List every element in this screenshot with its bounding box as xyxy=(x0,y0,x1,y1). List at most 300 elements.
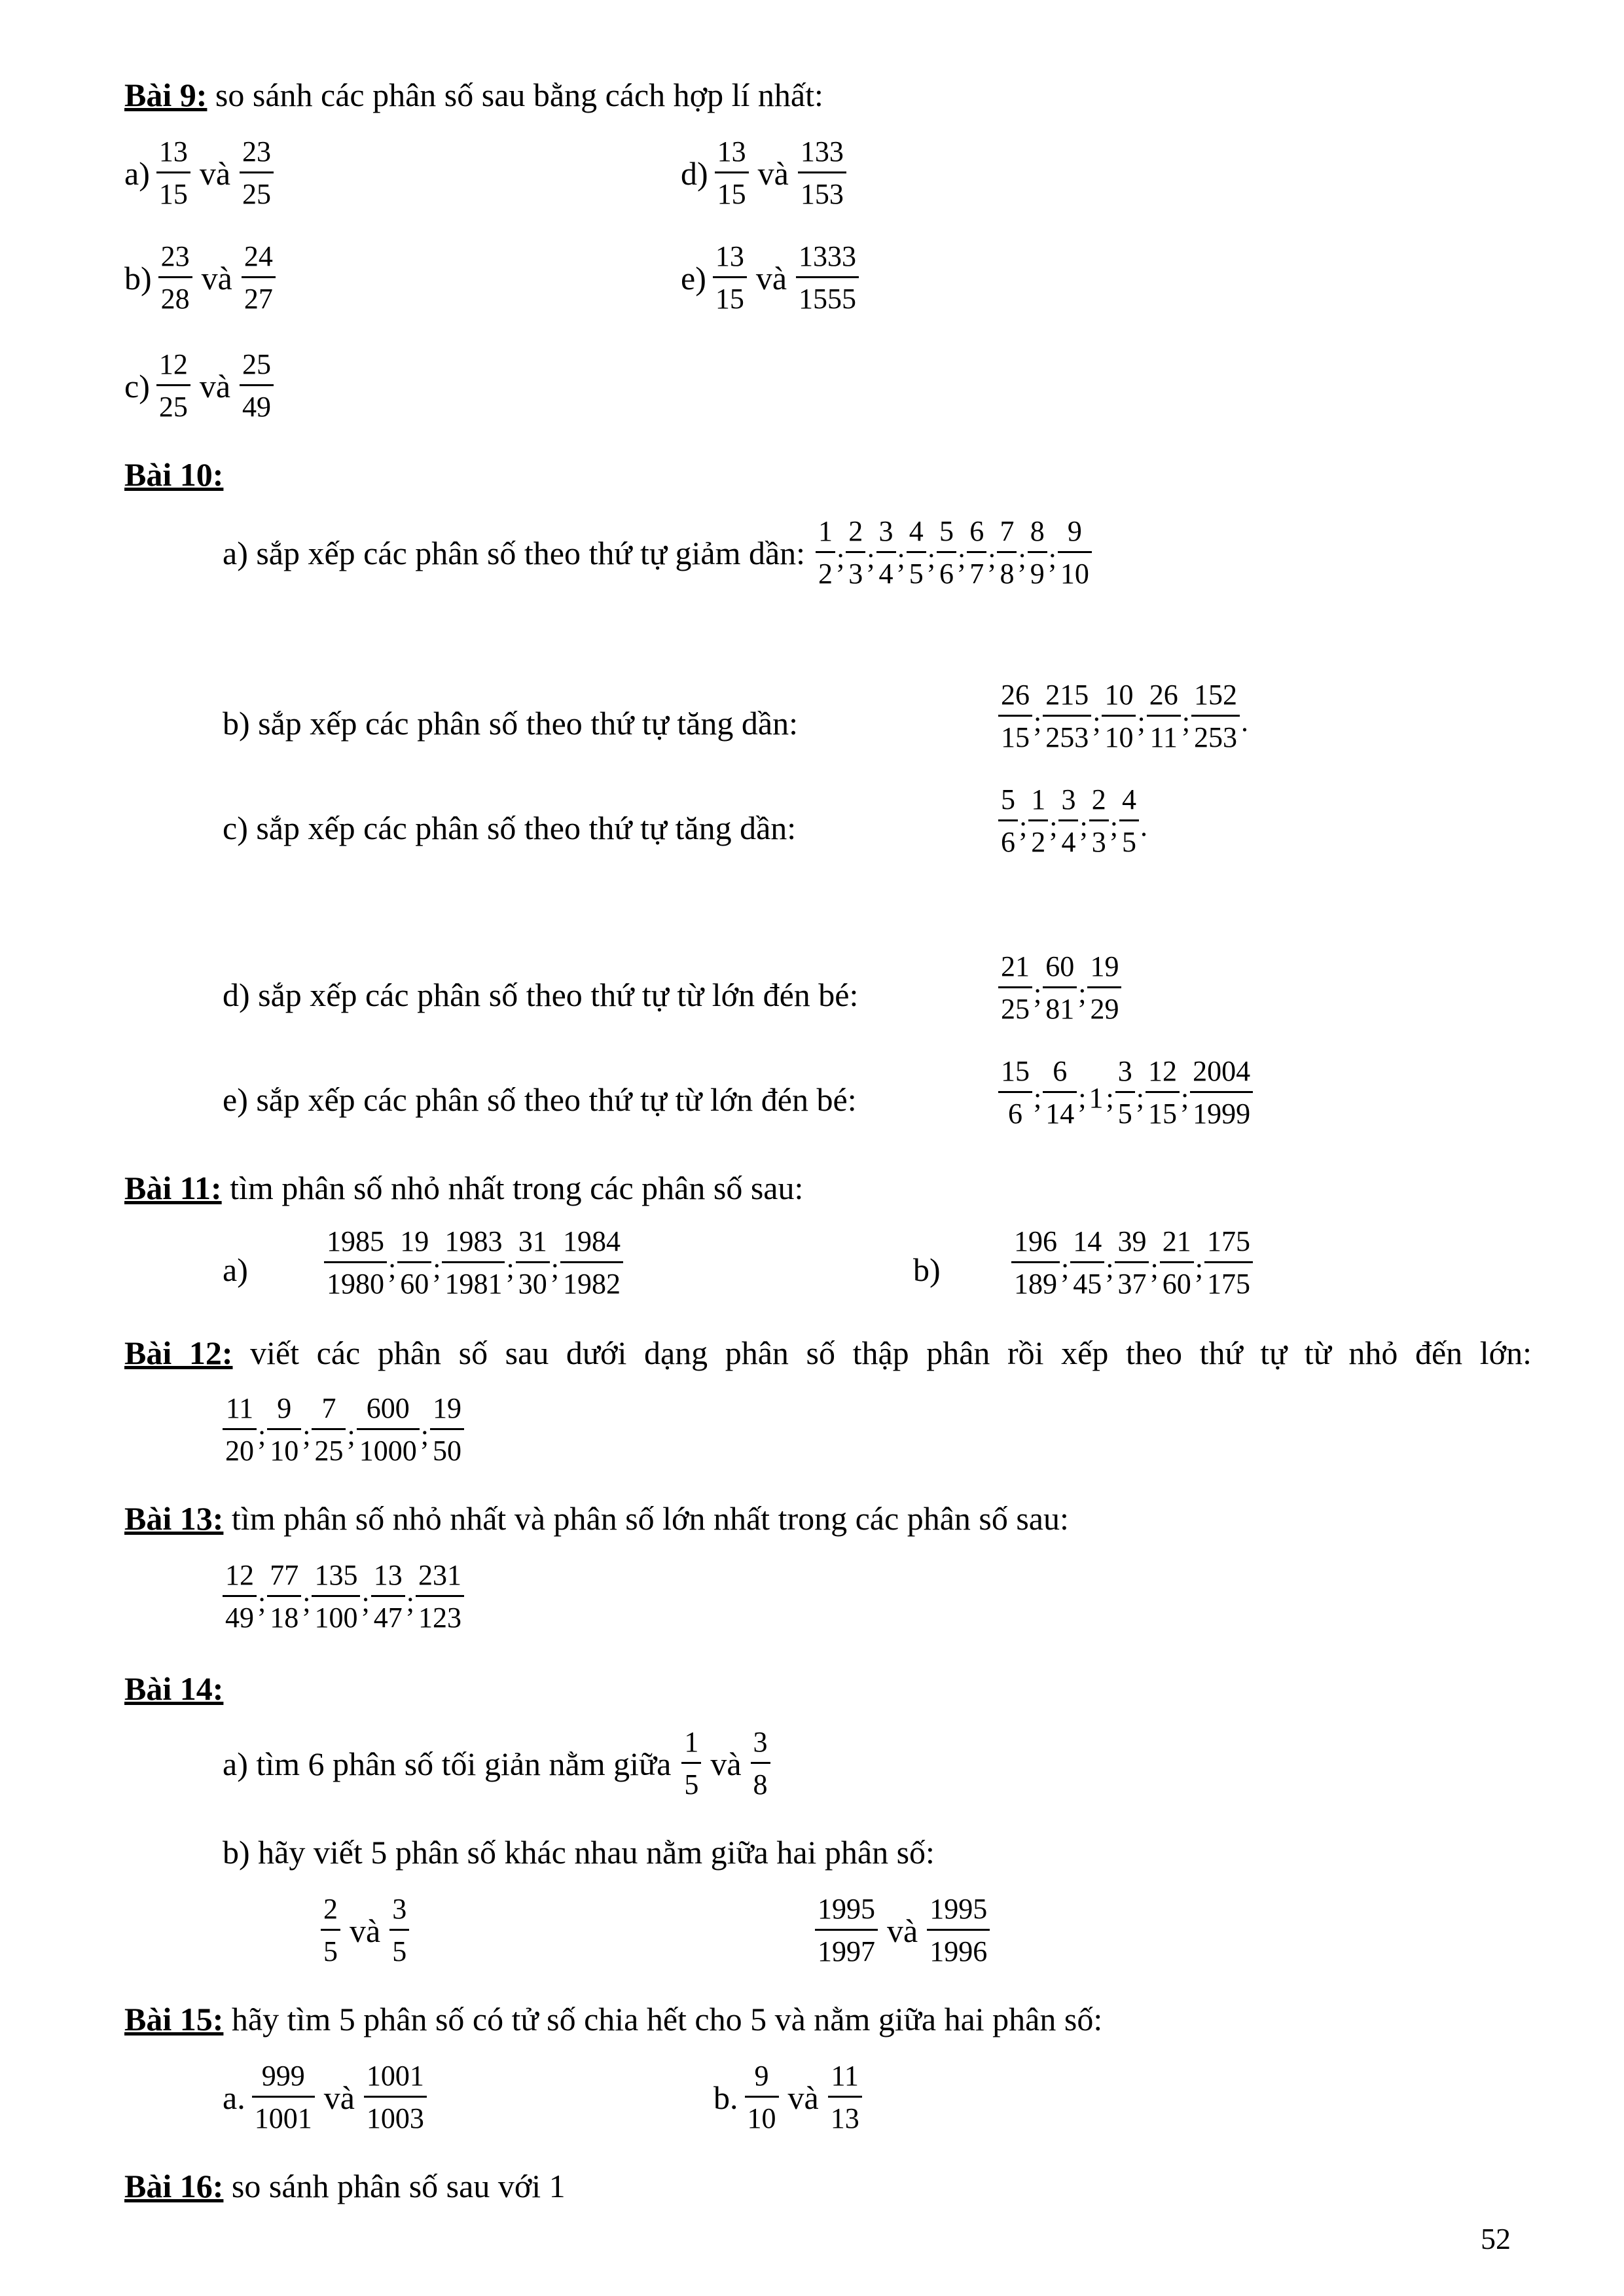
denominator: 60 xyxy=(1162,1268,1191,1300)
fraction xyxy=(907,517,926,588)
denominator: 8 xyxy=(1000,558,1015,590)
numerator: 13 xyxy=(371,1561,405,1597)
fraction xyxy=(312,1561,360,1632)
bai-16-title: Bài 16: xyxy=(124,2168,224,2204)
fraction xyxy=(816,517,835,588)
numerator: 13 xyxy=(715,137,749,173)
denominator: 1981 xyxy=(444,1268,503,1300)
bai-12-title: Bài 12: xyxy=(124,1335,233,1371)
bai-14-b-pair-2 xyxy=(815,1895,990,1966)
separator: ; xyxy=(302,1585,311,1618)
denominator: 25 xyxy=(314,1435,344,1467)
denominator: 3 xyxy=(1091,826,1106,858)
fraction xyxy=(364,2062,427,2133)
separator: ; xyxy=(258,1585,266,1618)
fraction xyxy=(1043,681,1091,752)
separator: ; xyxy=(988,541,996,574)
bai-9-title: Bài 9: xyxy=(124,77,208,113)
bai-15-text: hãy tìm 5 phân số có tử số chia hết cho 5 và nằm giữa hai phân số: xyxy=(231,2001,1103,2037)
denominator: 6 xyxy=(1001,826,1015,858)
fraction xyxy=(1146,1057,1180,1128)
bai-11-a-fractions xyxy=(324,1227,623,1299)
conjunction-va: và xyxy=(199,154,231,192)
numerator: 77 xyxy=(267,1561,301,1597)
fraction xyxy=(1043,952,1077,1024)
numerator: 1 xyxy=(1028,785,1048,821)
fraction xyxy=(240,350,274,422)
numerator: 231 xyxy=(416,1561,464,1597)
numerator: 1984 xyxy=(560,1227,623,1263)
numerator: 8 xyxy=(1028,517,1047,553)
denominator: 189 xyxy=(1014,1268,1057,1300)
fraction xyxy=(252,2062,315,2133)
separator: ; xyxy=(1110,810,1118,842)
fraction xyxy=(997,517,1017,588)
denominator: 20 xyxy=(225,1435,254,1467)
denominator: 15 xyxy=(1147,1098,1177,1130)
denominator: 5 xyxy=(909,558,924,590)
fraction xyxy=(430,1394,464,1465)
denominator: 15 xyxy=(158,178,188,210)
numerator: 3 xyxy=(751,1728,770,1764)
numerator: 196 xyxy=(1011,1227,1060,1263)
numerator: 4 xyxy=(1119,785,1139,821)
bai-11-title: Bài 11: xyxy=(124,1170,222,1206)
bai-10-b-text: b) sắp xếp các phân số theo thứ tự tăng dần: xyxy=(223,705,798,742)
numerator: 7 xyxy=(997,517,1017,553)
denominator: 1982 xyxy=(562,1268,621,1300)
end-mark: . xyxy=(1140,810,1147,842)
numerator: 1995 xyxy=(927,1895,990,1931)
conjunction-va: và xyxy=(757,154,789,192)
bai-11-text: tìm phân số nhỏ nhất trong các phân số sau: xyxy=(230,1170,804,1206)
numerator: 2 xyxy=(321,1895,340,1931)
denominator: 1003 xyxy=(366,2102,424,2134)
denominator: 5 xyxy=(392,1935,407,1967)
denominator: 18 xyxy=(270,1602,299,1634)
numerator: 12 xyxy=(223,1561,257,1597)
bai-11-a-label: a) xyxy=(223,1251,248,1288)
fraction xyxy=(751,1728,770,1799)
fraction xyxy=(1058,517,1092,588)
denominator: 1001 xyxy=(254,2102,312,2134)
fraction xyxy=(1011,1227,1060,1299)
separator: ; xyxy=(1182,705,1190,738)
numerator: 999 xyxy=(252,2062,315,2098)
fraction xyxy=(967,517,986,588)
conjunction-va: và xyxy=(199,367,231,404)
numerator: 19 xyxy=(397,1227,431,1263)
conjunction-va: và xyxy=(323,2079,355,2116)
separator: ; xyxy=(1150,1251,1159,1284)
numerator: 1 xyxy=(816,517,835,553)
denominator: 1999 xyxy=(1193,1098,1251,1130)
fraction xyxy=(223,1561,257,1632)
conjunction-va: và xyxy=(350,1912,381,1949)
fraction xyxy=(1087,952,1121,1024)
bai-14-b-text: b) hãy viết 5 phân số khác nhau nằm giữa hai phân số: xyxy=(223,1834,935,1871)
separator: ; xyxy=(867,541,875,574)
bai-9-item xyxy=(124,350,274,422)
fraction xyxy=(321,1895,340,1966)
numerator: 26 xyxy=(1147,681,1181,717)
bai-9-item xyxy=(681,137,846,209)
fraction xyxy=(815,1895,878,1966)
separator: ; xyxy=(1078,977,1087,1009)
fraction xyxy=(156,137,190,209)
denominator: 153 xyxy=(800,178,844,210)
separator: ; xyxy=(347,1418,355,1451)
denominator: 5 xyxy=(1121,826,1136,858)
denominator: 1000 xyxy=(359,1435,417,1467)
denominator: 81 xyxy=(1045,993,1075,1025)
bai-11-b-fractions xyxy=(1011,1227,1253,1299)
separator: ; xyxy=(897,541,905,574)
numerator: 6 xyxy=(1043,1057,1077,1093)
numerator: 1983 xyxy=(442,1227,505,1263)
separator: ; xyxy=(1180,1081,1189,1114)
fraction xyxy=(1058,785,1078,857)
numerator: 2 xyxy=(1089,785,1109,821)
denominator: 11 xyxy=(1149,721,1178,753)
numerator: 5 xyxy=(998,785,1018,821)
bai-10-a xyxy=(223,517,1092,588)
fraction xyxy=(998,785,1018,857)
separator: ; xyxy=(550,1251,559,1284)
bai-9-item xyxy=(124,137,274,209)
denominator: 2 xyxy=(818,558,833,590)
fraction xyxy=(158,242,192,314)
bai-10-c-text: c) sắp xếp các phân số theo thứ tự tăng dần: xyxy=(223,810,797,846)
fraction xyxy=(389,1895,409,1966)
fraction xyxy=(1119,785,1139,857)
denominator: 253 xyxy=(1045,721,1089,753)
denominator: 253 xyxy=(1193,721,1237,753)
numerator: 1995 xyxy=(815,1895,878,1931)
bai-13-fractions xyxy=(223,1561,464,1632)
fraction xyxy=(1115,1057,1135,1128)
numerator: 3 xyxy=(876,517,896,553)
numerator: 12 xyxy=(156,350,190,386)
numerator: 2 xyxy=(846,517,865,553)
denominator: 8 xyxy=(753,1768,768,1801)
item-label: a) xyxy=(124,154,150,192)
denominator: 5 xyxy=(323,1935,338,1967)
numerator: 2004 xyxy=(1190,1057,1253,1093)
numerator: 10 xyxy=(1102,681,1136,717)
fraction xyxy=(1028,785,1048,857)
separator: ; xyxy=(1137,705,1146,738)
fraction xyxy=(876,517,896,588)
separator: ; xyxy=(406,1585,414,1618)
separator: ; xyxy=(1034,705,1042,738)
separator: ; xyxy=(1034,977,1042,1009)
denominator: 15 xyxy=(1001,721,1030,753)
denominator: 1980 xyxy=(327,1268,384,1300)
fraction xyxy=(1102,681,1136,752)
separator: ; xyxy=(433,1251,441,1284)
denominator: 13 xyxy=(830,2102,859,2134)
separator: ; xyxy=(1078,1081,1087,1114)
numerator: 9 xyxy=(1058,517,1092,553)
fraction xyxy=(1190,1057,1253,1128)
bai-10-c-fractions xyxy=(998,785,1149,857)
numerator: 11 xyxy=(223,1394,257,1430)
bai-9-item xyxy=(124,242,276,314)
fraction xyxy=(516,1227,550,1299)
fraction xyxy=(223,1394,257,1465)
bai-14-b-pair-1 xyxy=(321,1895,409,1966)
fraction xyxy=(397,1227,431,1299)
numerator: 23 xyxy=(158,242,192,278)
bai-14-a xyxy=(223,1728,770,1799)
item-label: b) xyxy=(124,259,152,296)
denominator: 6 xyxy=(939,558,954,590)
separator: ; xyxy=(388,1251,397,1284)
fraction xyxy=(1028,517,1047,588)
numerator: 25 xyxy=(240,350,274,386)
numerator: 60 xyxy=(1043,952,1077,988)
denominator: 50 xyxy=(432,1435,461,1467)
fraction xyxy=(927,1895,990,1966)
fraction xyxy=(324,1227,387,1299)
fraction xyxy=(560,1227,623,1299)
fraction xyxy=(240,137,274,209)
conjunction-va: và xyxy=(787,2079,819,2116)
denominator: 28 xyxy=(160,283,190,315)
numerator: 9 xyxy=(745,2062,779,2098)
separator: ; xyxy=(1092,705,1101,738)
numerator: 3 xyxy=(389,1895,409,1931)
numerator: 21 xyxy=(998,952,1032,988)
item-label: a. xyxy=(223,2079,245,2116)
fraction xyxy=(267,1561,301,1632)
denominator: 15 xyxy=(715,283,744,315)
denominator: 6 xyxy=(1008,1098,1022,1130)
numerator: 24 xyxy=(242,242,276,278)
bai-15-heading xyxy=(124,2003,1102,2036)
bai-9-text: so sánh các phân số sau bằng cách hợp lí nhất: xyxy=(215,77,823,113)
fraction xyxy=(713,242,747,314)
bai-12-fractions xyxy=(223,1394,464,1465)
fraction xyxy=(1204,1227,1253,1299)
numerator: 133 xyxy=(798,137,846,173)
separator: ; xyxy=(837,541,845,574)
separator: ; xyxy=(1018,541,1026,574)
bai-10-e-text: e) sắp xếp các phân số theo thứ tự từ lớn đén bé: xyxy=(223,1081,857,1118)
denominator: 37 xyxy=(1117,1268,1147,1300)
denominator: 10 xyxy=(1060,558,1089,590)
separator: ; xyxy=(1106,1251,1114,1284)
page-number: 52 xyxy=(1481,2222,1511,2255)
integer-value: 1 xyxy=(1089,1081,1104,1114)
fraction xyxy=(1070,1227,1104,1299)
conjunction-va: và xyxy=(710,1745,742,1782)
separator: ; xyxy=(506,1251,514,1284)
denominator: 45 xyxy=(1073,1268,1102,1300)
numerator: 9 xyxy=(267,1394,301,1430)
fraction xyxy=(846,517,865,588)
bai-15-b xyxy=(713,2062,862,2133)
conjunction-va: và xyxy=(201,259,232,296)
denominator: 25 xyxy=(158,391,188,423)
bai-16-text: so sánh phân số sau với 1 xyxy=(231,2168,566,2204)
item-label: b. xyxy=(713,2079,738,2116)
numerator: 31 xyxy=(516,1227,550,1263)
denominator: 25 xyxy=(242,178,272,210)
fraction xyxy=(1147,681,1181,752)
bai-9-item xyxy=(681,242,859,314)
end-mark: . xyxy=(1240,705,1248,738)
bai-12-heading xyxy=(124,1336,1532,1369)
separator: ; xyxy=(302,1418,311,1451)
fraction xyxy=(681,1728,701,1799)
bai-16-heading xyxy=(124,2170,566,2202)
separator: ; xyxy=(957,541,966,574)
separator: ; xyxy=(420,1418,429,1451)
denominator: 175 xyxy=(1206,1268,1250,1300)
separator: ; xyxy=(1195,1251,1203,1284)
numerator: 4 xyxy=(907,517,926,553)
bai-10-a-text: a) sắp xếp các phân số theo thứ tự giảm dần: xyxy=(223,534,806,571)
bai-11-b-label: b) xyxy=(913,1251,941,1288)
bai-15-a xyxy=(223,2062,427,2133)
numerator: 15 xyxy=(998,1057,1032,1093)
numerator: 3 xyxy=(1115,1057,1135,1093)
denominator: 15 xyxy=(717,178,746,210)
denominator: 29 xyxy=(1090,993,1119,1025)
bai-15-title: Bài 15: xyxy=(124,2001,224,2037)
denominator: 10 xyxy=(1104,721,1134,753)
bai-10-e-fractions xyxy=(998,1057,1253,1128)
denominator: 10 xyxy=(270,1435,299,1467)
denominator: 1555 xyxy=(799,283,857,315)
fraction xyxy=(1089,785,1109,857)
bai-12-text: viết các phân số sau dưới dạng phân số thập phân rồi xếp theo thứ tự từ nhỏ đến lớn: xyxy=(250,1335,1532,1371)
numerator: 1333 xyxy=(796,242,859,278)
numerator: 6 xyxy=(967,517,986,553)
numerator: 215 xyxy=(1043,681,1091,717)
denominator: 1996 xyxy=(929,1935,988,1967)
denominator: 27 xyxy=(244,283,273,315)
fraction xyxy=(715,137,749,209)
numerator: 11 xyxy=(828,2062,862,2098)
fraction xyxy=(745,2062,779,2133)
numerator: 21 xyxy=(1160,1227,1194,1263)
numerator: 39 xyxy=(1115,1227,1149,1263)
numerator: 14 xyxy=(1070,1227,1104,1263)
fraction xyxy=(828,2062,862,2133)
item-label: d) xyxy=(681,154,708,192)
bai-14-a-text: a) tìm 6 phân số tối giản nằm giữa xyxy=(223,1745,672,1782)
separator: ; xyxy=(1048,541,1056,574)
fraction xyxy=(998,681,1032,752)
bai-13-heading xyxy=(124,1502,1069,1535)
numerator: 135 xyxy=(312,1561,360,1597)
denominator: 14 xyxy=(1045,1098,1075,1130)
fraction xyxy=(416,1561,464,1632)
separator: ; xyxy=(258,1418,266,1451)
numerator: 12 xyxy=(1146,1057,1180,1093)
item-label: e) xyxy=(681,259,706,296)
bai-13-text: tìm phân số nhỏ nhất và phân số lớn nhất trong các phân số sau: xyxy=(231,1500,1069,1537)
bai-9-heading xyxy=(124,79,823,111)
numerator: 13 xyxy=(713,242,747,278)
numerator: 19 xyxy=(1087,952,1121,988)
bai-10-title: Bài 10: xyxy=(124,456,224,493)
fraction xyxy=(1115,1227,1149,1299)
bai-10-d-fractions xyxy=(998,952,1121,1024)
numerator: 7 xyxy=(312,1394,346,1430)
denominator: 100 xyxy=(314,1602,358,1634)
denominator: 4 xyxy=(1061,826,1076,858)
fraction xyxy=(1191,681,1240,752)
numerator: 3 xyxy=(1058,785,1078,821)
denominator: 4 xyxy=(878,558,893,590)
denominator: 3 xyxy=(848,558,863,590)
denominator: 9 xyxy=(1030,558,1045,590)
fraction xyxy=(1043,1057,1077,1128)
denominator: 25 xyxy=(1001,993,1030,1025)
denominator: 2 xyxy=(1031,826,1046,858)
fraction xyxy=(798,137,846,209)
numerator: 1001 xyxy=(364,2062,427,2098)
denominator: 49 xyxy=(242,391,272,423)
numerator: 152 xyxy=(1191,681,1240,717)
bai-14-title: Bài 14: xyxy=(124,1670,224,1707)
bai-13-title: Bài 13: xyxy=(124,1500,224,1537)
numerator: 19 xyxy=(430,1394,464,1430)
fraction xyxy=(312,1394,346,1465)
bai-11-heading xyxy=(124,1172,803,1204)
fraction xyxy=(937,517,956,588)
denominator: 123 xyxy=(418,1602,461,1634)
fraction xyxy=(242,242,276,314)
numerator: 26 xyxy=(998,681,1032,717)
numerator: 13 xyxy=(156,137,190,173)
separator: ; xyxy=(1049,810,1058,842)
separator: ; xyxy=(1136,1081,1144,1114)
item-label: c) xyxy=(124,367,150,404)
denominator: 5 xyxy=(1117,1098,1132,1130)
separator: ; xyxy=(361,1585,370,1618)
fraction xyxy=(267,1394,301,1465)
separator: ; xyxy=(1106,1081,1114,1114)
conjunction-va: và xyxy=(887,1912,918,1949)
numerator: 5 xyxy=(937,517,956,553)
separator: ; xyxy=(1034,1081,1042,1114)
denominator: 47 xyxy=(373,1602,403,1634)
fraction xyxy=(796,242,859,314)
numerator: 1985 xyxy=(324,1227,387,1263)
denominator: 30 xyxy=(518,1268,547,1300)
bai-10-d-text: d) sắp xếp các phân số theo thứ tự từ lớn đén bé: xyxy=(223,977,859,1013)
fraction xyxy=(998,1057,1032,1128)
denominator: 49 xyxy=(225,1602,254,1634)
denominator: 5 xyxy=(684,1768,699,1801)
fraction xyxy=(1160,1227,1194,1299)
denominator: 7 xyxy=(969,558,984,590)
separator: ; xyxy=(1079,810,1088,842)
fraction xyxy=(156,350,190,422)
separator: ; xyxy=(1061,1251,1070,1284)
numerator: 175 xyxy=(1204,1227,1253,1263)
bai-10-b-fractions xyxy=(998,681,1250,752)
numerator: 1 xyxy=(681,1728,701,1764)
separator: ; xyxy=(1019,810,1028,842)
fraction xyxy=(371,1561,405,1632)
fraction xyxy=(357,1394,420,1465)
